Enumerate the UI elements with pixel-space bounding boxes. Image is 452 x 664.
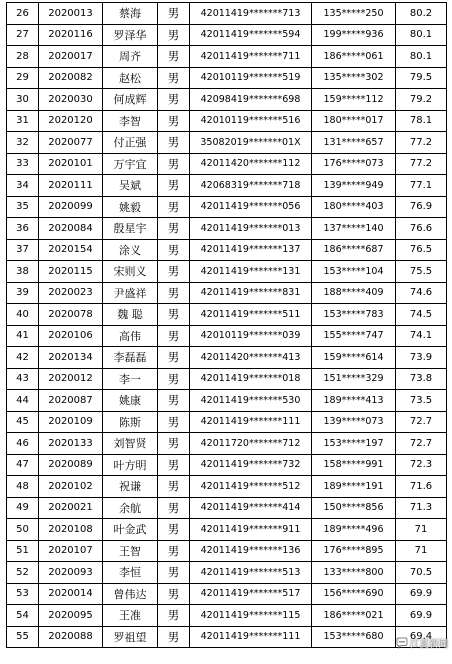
cell-number: 32 — [7, 132, 39, 154]
cell-name: 李恒 — [103, 562, 158, 584]
table-row — [7, 196, 447, 218]
table-row — [7, 583, 447, 605]
cell-number: 51 — [7, 540, 39, 562]
cell-id-card: 42011419*******513 — [190, 562, 312, 584]
table-row — [7, 454, 447, 476]
cell-exam-id: 2020154 — [39, 239, 103, 261]
cell-name: 余航 — [103, 497, 158, 519]
cell-number: 29 — [7, 67, 39, 89]
cell-phone: 176*****895 — [312, 540, 396, 562]
table-row — [7, 540, 447, 562]
cell-phone: 186*****687 — [312, 239, 396, 261]
cell-gender: 男 — [158, 282, 190, 304]
table-row — [7, 239, 447, 261]
cell-gender: 男 — [158, 218, 190, 240]
cell-id-card: 42011419*******594 — [190, 24, 312, 46]
cell-score: 73.8 — [396, 368, 447, 390]
table-row — [7, 261, 447, 283]
cell-phone: 189*****496 — [312, 519, 396, 541]
cell-name: 万宇宜 — [103, 153, 158, 175]
cell-phone: 131*****657 — [312, 132, 396, 154]
cell-gender: 男 — [158, 562, 190, 584]
cell-gender: 男 — [158, 175, 190, 197]
cell-score: 76.6 — [396, 218, 447, 240]
candidate-score-table — [6, 2, 447, 648]
cell-number: 27 — [7, 24, 39, 46]
table-row — [7, 3, 447, 25]
cell-number: 46 — [7, 433, 39, 455]
cell-exam-id: 2020101 — [39, 153, 103, 175]
cell-score: 74.1 — [396, 325, 447, 347]
cell-gender: 男 — [158, 540, 190, 562]
cell-phone: 180*****403 — [312, 196, 396, 218]
cell-name: 何成辉 — [103, 89, 158, 111]
cell-score: 71 — [396, 540, 447, 562]
cell-number: 47 — [7, 454, 39, 476]
cell-number: 41 — [7, 325, 39, 347]
cell-number: 34 — [7, 175, 39, 197]
cell-number: 55 — [7, 626, 39, 648]
cell-exam-id: 2020120 — [39, 110, 103, 132]
cell-gender: 男 — [158, 239, 190, 261]
cell-score: 76.5 — [396, 239, 447, 261]
cell-score: 80.1 — [396, 46, 447, 68]
cell-phone: 153*****197 — [312, 433, 396, 455]
cell-id-card: 42011419*******136 — [190, 540, 312, 562]
cell-name: 李智 — [103, 110, 158, 132]
cell-score: 77.2 — [396, 132, 447, 154]
cell-id-card: 42011419*******018 — [190, 368, 312, 390]
cell-gender: 男 — [158, 390, 190, 412]
cell-name: 蔡海 — [103, 3, 158, 25]
cell-number: 38 — [7, 261, 39, 283]
cell-gender: 男 — [158, 583, 190, 605]
cell-name: 李一 — [103, 368, 158, 390]
cell-phone: 153*****783 — [312, 304, 396, 326]
cell-id-card: 42010119*******519 — [190, 67, 312, 89]
table-row — [7, 46, 447, 68]
cell-id-card: 42011720*******712 — [190, 433, 312, 455]
cell-id-card: 42011419*******732 — [190, 454, 312, 476]
cell-exam-id: 2020089 — [39, 454, 103, 476]
watermark — [396, 636, 448, 650]
cell-score: 69.9 — [396, 605, 447, 627]
cell-number: 31 — [7, 110, 39, 132]
cell-gender: 男 — [158, 411, 190, 433]
cell-exam-id: 2020014 — [39, 583, 103, 605]
cell-phone: 159*****614 — [312, 347, 396, 369]
cell-name: 叶金武 — [103, 519, 158, 541]
cell-score: 73.9 — [396, 347, 447, 369]
chat-bubble-icon — [396, 637, 408, 649]
cell-gender: 男 — [158, 261, 190, 283]
cell-score: 77.1 — [396, 175, 447, 197]
cell-id-card: 42011419*******111 — [190, 411, 312, 433]
cell-phone: 135*****250 — [312, 3, 396, 25]
cell-id-card: 42011419*******414 — [190, 497, 312, 519]
cell-id-card: 42011419*******711 — [190, 46, 312, 68]
cell-phone: 189*****191 — [312, 476, 396, 498]
cell-gender: 男 — [158, 67, 190, 89]
cell-gender: 男 — [158, 3, 190, 25]
cell-number: 40 — [7, 304, 39, 326]
cell-score: 71 — [396, 519, 447, 541]
cell-id-card: 42011419*******137 — [190, 239, 312, 261]
cell-id-card: 42068319*******718 — [190, 175, 312, 197]
cell-exam-id: 2020013 — [39, 3, 103, 25]
cell-exam-id: 2020111 — [39, 175, 103, 197]
cell-gender: 男 — [158, 626, 190, 648]
cell-phone: 151*****329 — [312, 368, 396, 390]
cell-phone: 188*****409 — [312, 282, 396, 304]
cell-exam-id: 2020093 — [39, 562, 103, 584]
cell-id-card: 42011419*******512 — [190, 476, 312, 498]
cell-name: 周齐 — [103, 46, 158, 68]
cell-score: 72.7 — [396, 411, 447, 433]
table-row — [7, 67, 447, 89]
cell-phone: 155*****747 — [312, 325, 396, 347]
cell-score: 77.2 — [396, 153, 447, 175]
cell-name: 王智 — [103, 540, 158, 562]
cell-phone: 150*****856 — [312, 497, 396, 519]
cell-score: 72.3 — [396, 454, 447, 476]
cell-number: 45 — [7, 411, 39, 433]
cell-exam-id: 2020021 — [39, 497, 103, 519]
cell-number: 43 — [7, 368, 39, 390]
cell-id-card: 42011419*******911 — [190, 519, 312, 541]
cell-name: 宋则义 — [103, 261, 158, 283]
cell-id-card: 42011419*******517 — [190, 583, 312, 605]
cell-number: 26 — [7, 3, 39, 25]
cell-name: 魏 聪 — [103, 304, 158, 326]
cell-name: 姚毅 — [103, 196, 158, 218]
cell-exam-id: 2020099 — [39, 196, 103, 218]
cell-exam-id: 2020030 — [39, 89, 103, 111]
cell-name: 吴斌 — [103, 175, 158, 197]
cell-score: 71.6 — [396, 476, 447, 498]
cell-exam-id: 2020116 — [39, 24, 103, 46]
cell-id-card: 42011419*******530 — [190, 390, 312, 412]
cell-id-card: 42011419*******013 — [190, 218, 312, 240]
cell-phone: 186*****061 — [312, 46, 396, 68]
cell-gender: 男 — [158, 347, 190, 369]
cell-id-card: 42011419*******115 — [190, 605, 312, 627]
cell-score: 80.2 — [396, 3, 447, 25]
cell-name: 殷星宇 — [103, 218, 158, 240]
cell-gender: 男 — [158, 153, 190, 175]
cell-name: 姚康 — [103, 390, 158, 412]
cell-name: 尹盛祥 — [103, 282, 158, 304]
cell-name: 高伟 — [103, 325, 158, 347]
cell-name: 刘智贤 — [103, 433, 158, 455]
cell-number: 33 — [7, 153, 39, 175]
cell-exam-id: 2020078 — [39, 304, 103, 326]
table-row — [7, 24, 447, 46]
cell-score: 73.5 — [396, 390, 447, 412]
cell-gender: 男 — [158, 24, 190, 46]
cell-name: 赵松 — [103, 67, 158, 89]
cell-exam-id: 2020109 — [39, 411, 103, 433]
table-row — [7, 605, 447, 627]
cell-phone: 176*****073 — [312, 153, 396, 175]
cell-exam-id: 2020082 — [39, 67, 103, 89]
cell-score: 71.3 — [396, 497, 447, 519]
cell-score: 78.1 — [396, 110, 447, 132]
cell-name: 叶方明 — [103, 454, 158, 476]
cell-exam-id: 2020115 — [39, 261, 103, 283]
table-body — [7, 3, 447, 648]
cell-number: 52 — [7, 562, 39, 584]
cell-exam-id: 2020084 — [39, 218, 103, 240]
cell-exam-id: 2020077 — [39, 132, 103, 154]
cell-exam-id: 2020095 — [39, 605, 103, 627]
table-row — [7, 175, 447, 197]
cell-score: 79.5 — [396, 67, 447, 89]
cell-score: 74.6 — [396, 282, 447, 304]
cell-number: 50 — [7, 519, 39, 541]
cell-phone: 133*****800 — [312, 562, 396, 584]
cell-score: 79.2 — [396, 89, 447, 111]
cell-gender: 男 — [158, 368, 190, 390]
cell-gender: 男 — [158, 89, 190, 111]
cell-name: 付正强 — [103, 132, 158, 154]
cell-number: 35 — [7, 196, 39, 218]
cell-phone: 180*****017 — [312, 110, 396, 132]
cell-exam-id: 2020012 — [39, 368, 103, 390]
cell-name: 涂义 — [103, 239, 158, 261]
table-row — [7, 282, 447, 304]
table-row — [7, 153, 447, 175]
cell-number: 48 — [7, 476, 39, 498]
cell-number: 49 — [7, 497, 39, 519]
table-row — [7, 562, 447, 584]
cell-name: 罗泽华 — [103, 24, 158, 46]
cell-name: 罗祖望 — [103, 626, 158, 648]
cell-gender: 男 — [158, 132, 190, 154]
cell-exam-id: 2020023 — [39, 282, 103, 304]
cell-name: 祝谦 — [103, 476, 158, 498]
cell-gender: 男 — [158, 476, 190, 498]
cell-id-card: 42011420*******112 — [190, 153, 312, 175]
cell-score: 74.5 — [396, 304, 447, 326]
cell-phone: 186*****021 — [312, 605, 396, 627]
cell-gender: 男 — [158, 497, 190, 519]
cell-phone: 153*****104 — [312, 261, 396, 283]
cell-phone: 139*****073 — [312, 411, 396, 433]
cell-exam-id: 2020108 — [39, 519, 103, 541]
cell-score: 80.1 — [396, 24, 447, 46]
cell-score: 69.4 — [396, 626, 447, 648]
cell-name: 王准 — [103, 605, 158, 627]
table-row — [7, 325, 447, 347]
cell-exam-id: 2020107 — [39, 540, 103, 562]
cell-gender: 男 — [158, 196, 190, 218]
cell-phone: 189*****413 — [312, 390, 396, 412]
table-row — [7, 626, 447, 648]
cell-phone: 137*****140 — [312, 218, 396, 240]
table-row — [7, 304, 447, 326]
cell-id-card: 42011419*******511 — [190, 304, 312, 326]
cell-number: 30 — [7, 89, 39, 111]
cell-phone: 159*****112 — [312, 89, 396, 111]
cell-name: 李磊磊 — [103, 347, 158, 369]
cell-name: 曾伟达 — [103, 583, 158, 605]
table-row — [7, 110, 447, 132]
table-row — [7, 433, 447, 455]
cell-number: 53 — [7, 583, 39, 605]
cell-phone: 139*****949 — [312, 175, 396, 197]
cell-exam-id: 2020017 — [39, 46, 103, 68]
table-row — [7, 476, 447, 498]
cell-exam-id: 2020102 — [39, 476, 103, 498]
cell-number: 39 — [7, 282, 39, 304]
cell-gender: 男 — [158, 325, 190, 347]
cell-id-card: 42011419*******713 — [190, 3, 312, 25]
table-row — [7, 390, 447, 412]
cell-score: 76.9 — [396, 196, 447, 218]
cell-id-card: 42011419*******111 — [190, 626, 312, 648]
table-row — [7, 497, 447, 519]
cell-gender: 男 — [158, 519, 190, 541]
cell-score: 69.9 — [396, 583, 447, 605]
table-row — [7, 368, 447, 390]
cell-number: 44 — [7, 390, 39, 412]
cell-exam-id: 2020133 — [39, 433, 103, 455]
cell-phone: 135*****302 — [312, 67, 396, 89]
cell-number: 28 — [7, 46, 39, 68]
cell-gender: 男 — [158, 46, 190, 68]
cell-exam-id: 2020134 — [39, 347, 103, 369]
cell-id-card: 42010119*******516 — [190, 110, 312, 132]
cell-phone: 199*****936 — [312, 24, 396, 46]
cell-phone: 153*****680 — [312, 626, 396, 648]
cell-gender: 男 — [158, 433, 190, 455]
cell-name: 陈斯 — [103, 411, 158, 433]
watermark-text: 江夏新闻 — [409, 639, 448, 650]
cell-score: 75.5 — [396, 261, 447, 283]
cell-id-card: 42011419*******831 — [190, 282, 312, 304]
cell-score: 72.7 — [396, 433, 447, 455]
cell-gender: 男 — [158, 454, 190, 476]
cell-score: 70.5 — [396, 562, 447, 584]
cell-id-card: 42098419*******698 — [190, 89, 312, 111]
cell-number: 36 — [7, 218, 39, 240]
cell-exam-id: 2020106 — [39, 325, 103, 347]
table-row — [7, 347, 447, 369]
cell-id-card: 42011420*******413 — [190, 347, 312, 369]
cell-id-card: 42011419*******131 — [190, 261, 312, 283]
cell-exam-id: 2020088 — [39, 626, 103, 648]
cell-phone: 156*****690 — [312, 583, 396, 605]
cell-phone: 158*****991 — [312, 454, 396, 476]
table-row — [7, 132, 447, 154]
cell-exam-id: 2020087 — [39, 390, 103, 412]
cell-id-card: 35082019*******01X — [190, 132, 312, 154]
cell-number: 54 — [7, 605, 39, 627]
table-row — [7, 411, 447, 433]
cell-gender: 男 — [158, 110, 190, 132]
cell-gender: 男 — [158, 304, 190, 326]
cell-id-card: 42010119*******039 — [190, 325, 312, 347]
cell-number: 37 — [7, 239, 39, 261]
table-row — [7, 218, 447, 240]
table-row — [7, 519, 447, 541]
cell-id-card: 42011419*******056 — [190, 196, 312, 218]
cell-gender: 男 — [158, 605, 190, 627]
cell-number: 42 — [7, 347, 39, 369]
table-row — [7, 89, 447, 111]
